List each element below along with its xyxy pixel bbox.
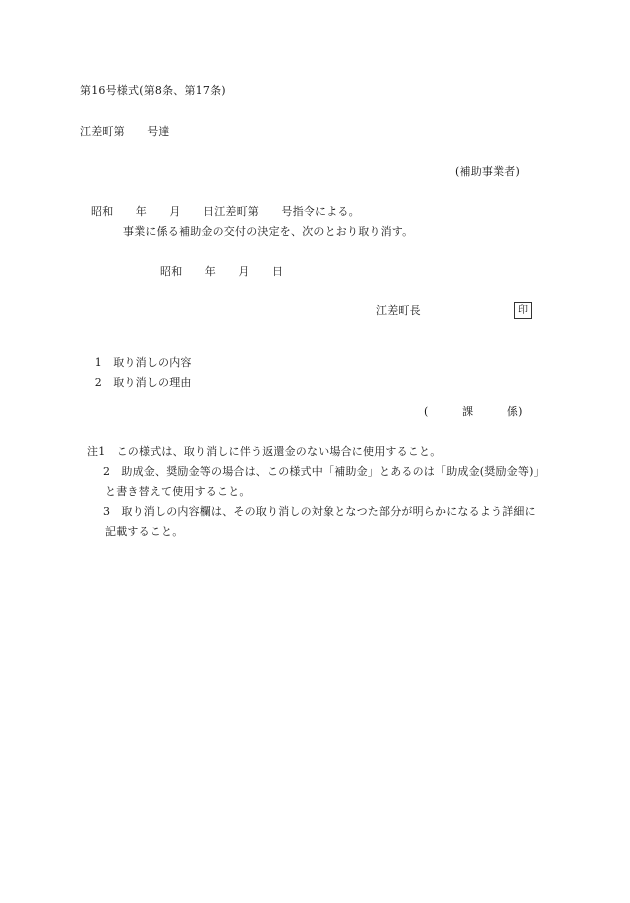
addressee: (補助事業者)	[455, 165, 520, 178]
item-label: 取り消しの理由	[113, 376, 192, 389]
form-number: 第16号様式(第8条、第17条)	[80, 84, 226, 97]
seal-mark: 印	[518, 304, 528, 316]
date-line: 昭和 年 月 日	[160, 265, 284, 278]
issuer-title: 江差町長	[376, 304, 421, 317]
body-line: 事業に係る補助金の交付の決定を、次のとおり取り消す。	[123, 225, 414, 238]
note-1: 注1 この様式は、取り消しに伴う返還金のない場合に使用すること。	[87, 445, 442, 458]
item-number: 1	[94, 356, 102, 369]
note-2-line-2: と書き替えて使用すること。	[105, 485, 251, 498]
document-number: 江差町第 号達	[80, 125, 170, 138]
note-2-line-1: 2 助成金、奨励金等の場合は、この様式中「補助金」とあるのは「助成金(奨励金等)」	[103, 465, 545, 478]
item-2	[80, 366, 192, 399]
note-3-line-2: 記載すること。	[105, 525, 184, 538]
seal-box	[514, 302, 532, 319]
item-label: 取り消しの内容	[113, 356, 192, 369]
item-number: 2	[94, 376, 102, 389]
note-3-line-1: 3 取り消しの内容欄は、その取り消しの対象となつた部分が明らかになるよう詳細に	[103, 505, 536, 518]
department-line: ( 課 係)	[424, 405, 523, 418]
reference-line: 昭和 年 月 日江差町第 号指令による。	[91, 205, 360, 218]
